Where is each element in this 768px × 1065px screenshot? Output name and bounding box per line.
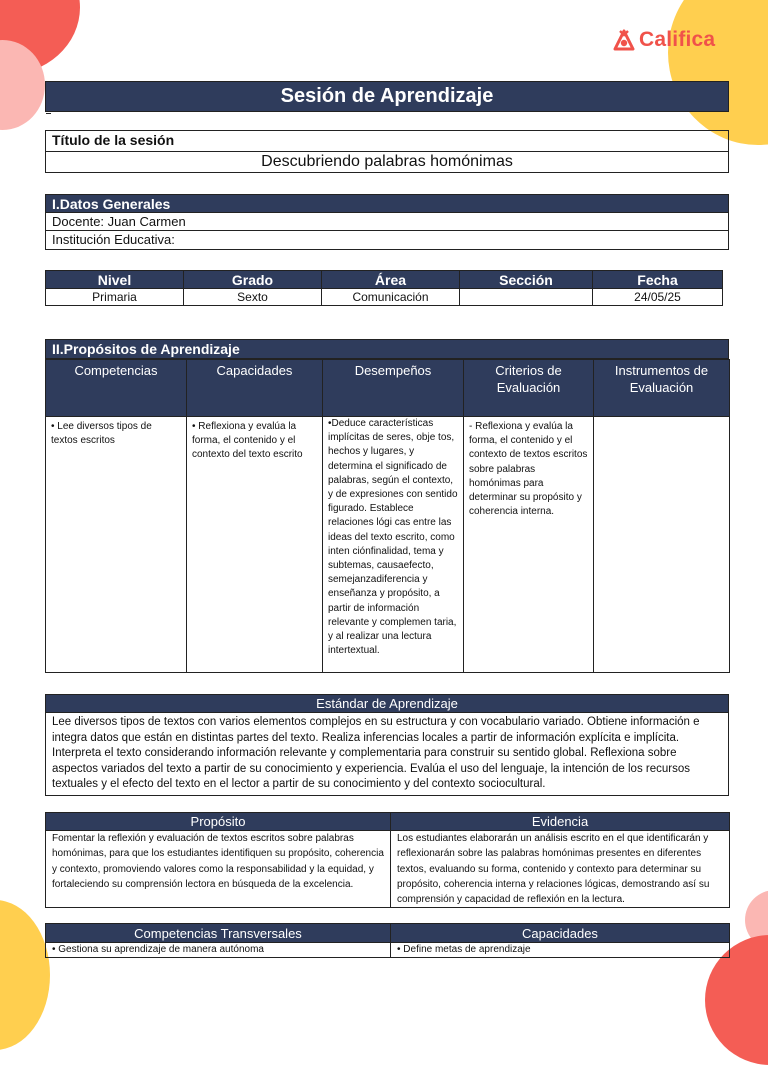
session-label-row — [45, 130, 729, 151]
transversales-table — [45, 923, 730, 958]
cell-desempenos: •Deduce características implícitas de seres, obje tos, hechos y lugares, y determina el significado de palabras, según el contexto, y de expresiones con sentido figurado. Establece relaciones lógi cas entre las ideas del texto escrito, como inten ciónfinalidad, tema y subtemas, causaefecto, semejanzadiferencia y enseñanza y propósito, a partir de información relevante y complemen taria, y al realizar una lectura intertextual. — [323, 417, 464, 673]
docente-row — [45, 213, 729, 231]
col-instrumentos: Instrumentos de Evaluación — [594, 360, 730, 417]
value-grado: Sexto — [184, 289, 322, 306]
col-capacidades: Capacidades — [187, 360, 323, 417]
session-title: Descubriendo palabras homónimas — [261, 153, 513, 170]
cell-capacidades: • Reflexiona y evalúa la forma, el contenido y el contexto del texto escrito — [187, 417, 323, 673]
brand-name: Califica — [639, 28, 716, 51]
transversales-capacidad: • Define metas de aprendizaje — [391, 943, 730, 958]
header-area: Área — [322, 271, 460, 289]
califica-logo-icon — [613, 29, 635, 51]
header-fecha: Fecha — [593, 271, 723, 289]
institucion-row — [45, 231, 729, 250]
brand-logo — [613, 28, 715, 52]
col-criterios: Criterios de Evaluación — [464, 360, 594, 417]
transversales-competencia: • Gestiona su aprendizaje de manera autónoma — [46, 943, 391, 958]
header-grado: Grado — [184, 271, 322, 289]
header-seccion: Sección — [460, 271, 593, 289]
institucion-text: Institución Educativa: — [52, 232, 175, 247]
divider — [46, 113, 51, 114]
session-label: Título de la sesión — [52, 132, 175, 148]
proposito-text: Fomentar la reflexión y evaluación de textos escritos sobre palabras homónimas, para que los estudiantes identifiquen su propósito, coherencia y contexto, promoviendo valores como la responsabilidad y la equidad, y fortaleciendo su comprensión lectora en búsqueda de la excelencia. — [46, 831, 391, 908]
propositos-header — [45, 339, 729, 359]
propositos-body-row — [46, 417, 730, 673]
estandar-heading: Estándar de Aprendizaje — [46, 695, 729, 713]
col-competencias: Competencias — [46, 360, 187, 417]
evidencia-text: Los estudiantes elaborarán un análisis escrito en el que identificarán y reflexionarán sobre las palabras homónimas presentes en diferentes textos, evaluando su forma, contenido y contexto para determinar su propósito, coherencia interna y relaciones lógicas, demostrando así su comprensión y capacidad de reflexión en la lectura. — [391, 831, 730, 908]
general-info-table — [45, 270, 723, 306]
propositos-heading: II.Propósitos de Aprendizaje — [52, 341, 240, 357]
transversales-capacidades-heading: Capacidades — [391, 924, 730, 943]
datos-generales-heading: I.Datos Generales — [52, 196, 171, 212]
cell-competencias: • Lee diversos tipos de textos escritos — [46, 417, 187, 673]
proposito-evidencia-table — [45, 812, 730, 908]
cell-criterios: - Reflexiona y evalúa la forma, el contenido y el contexto de textos escritos sobre palabras homónimas para determinar su propósito y coherencia interna. — [464, 417, 594, 673]
estandar-text: Lee diversos tipos de textos con varios elementos complejos en su estructura y con vocabulario variado. Obtiene información e integra datos que están en distintas partes del texto. Realiza inferencias locales a partir de información explícita e implícita. Interpreta el texto considerando información relevante y complementaria para construir su sentido global. Reflexiona sobre aspectos variados del texto a partir de su conocimiento y experiencia. Evalúa el uso del lenguaje, la intención de los recursos textuales y el efecto del texto en el lector a partir de su conocimiento y del contexto sociocultural. — [46, 713, 729, 796]
propositos-header-row — [46, 360, 730, 417]
cell-instrumentos — [594, 417, 730, 673]
session-title-row — [45, 151, 729, 173]
value-seccion — [460, 289, 593, 306]
docente-text: Docente: Juan Carmen — [52, 214, 186, 229]
header-nivel: Nivel — [46, 271, 184, 289]
decor-blob-bottom-left — [0, 900, 50, 1050]
col-desempenos: Desempeños — [323, 360, 464, 417]
estandar-table — [45, 694, 729, 796]
general-info-value-row — [46, 289, 723, 306]
proposito-heading: Propósito — [46, 813, 391, 831]
value-area: Comunicación — [322, 289, 460, 306]
value-nivel: Primaria — [46, 289, 184, 306]
general-info-header-row — [46, 271, 723, 289]
value-fecha: 24/05/25 — [593, 289, 723, 306]
page-title: Sesión de Aprendizaje — [45, 81, 729, 112]
decor-blob-top-right — [668, 0, 768, 145]
propositos-table — [45, 359, 730, 673]
transversales-heading: Competencias Transversales — [46, 924, 391, 943]
datos-generales-header — [45, 194, 729, 213]
evidencia-heading: Evidencia — [391, 813, 730, 831]
